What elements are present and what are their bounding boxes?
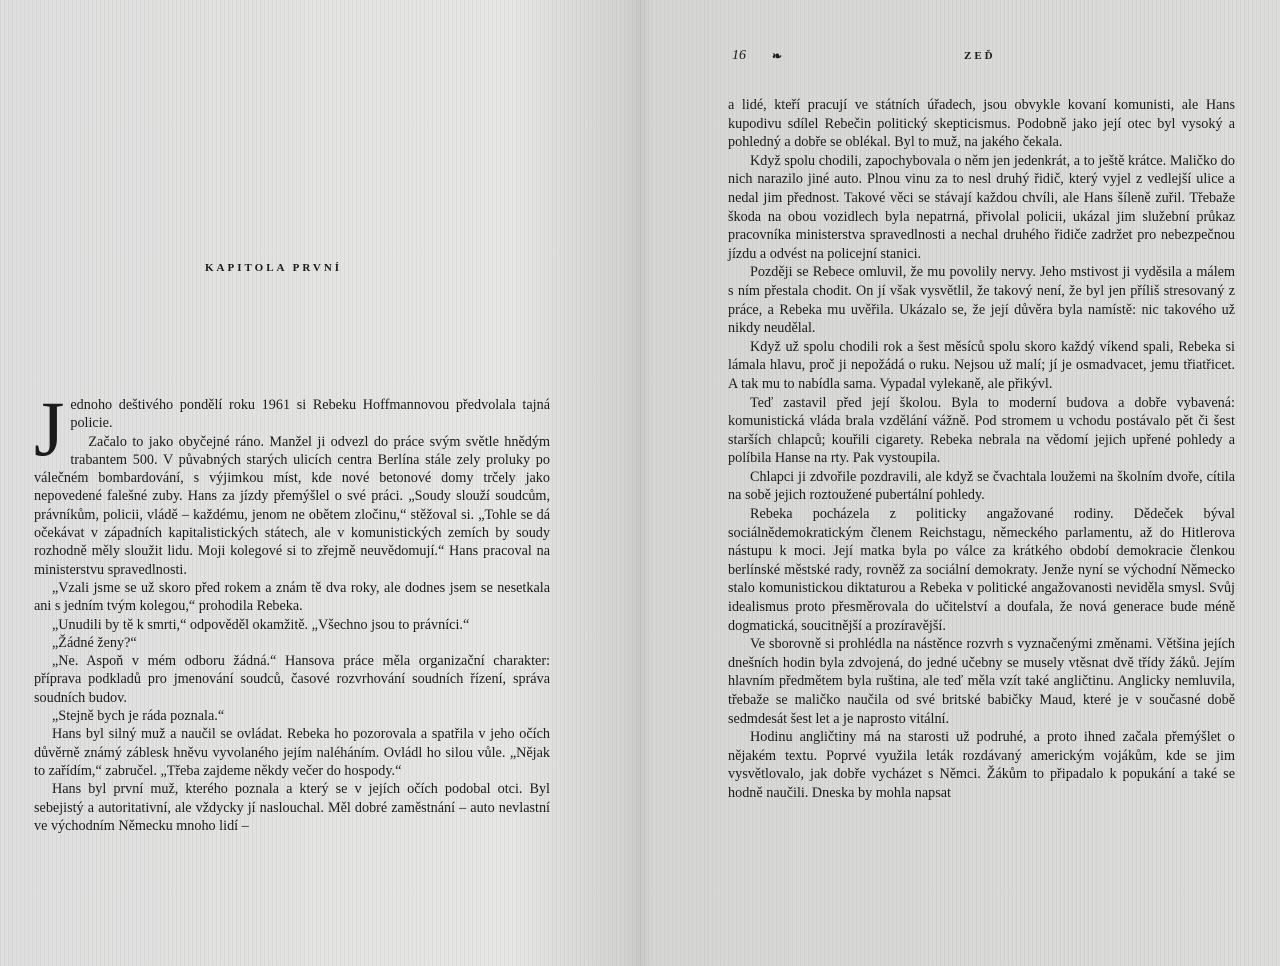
paragraph: „Stejně bych je ráda poznala.“ — [52, 708, 225, 725]
chapter-title: KAPITOLA PRVNÍ — [205, 262, 343, 274]
drop-cap: J — [34, 385, 65, 472]
paragraph: Chlapci ji zdvořile pozdravili, ale když se čvachtala loužemi na školním dvoře, cítila na sobě jejich roztoužené pubertální pohledy. — [728, 468, 1235, 504]
fleuron-icon: ❧ — [772, 49, 783, 63]
page-number: 16 — [732, 48, 746, 63]
paragraph: Hans byl první muž, kterého poznala a který se v jejích očích podobal otci. Byl sebejistý a autoritativní, ale vždycky jí naslouchal. Měl dobré zaměstnání – auto nevlastní ve východním Německu mnoho lidí – — [34, 781, 550, 834]
paragraph: „Vzali jsme se už skoro před rokem a znám tě dva roky, ale dodnes jsem se nesetkala ani s jedním tvým kolegou,“ prohodila Rebeka. — [34, 579, 550, 615]
right-page — [650, 0, 1280, 966]
paragraph: Teď zastavil před její školou. Byla to moderní budova a dobře vybavená: komunistická vláda brala vzdělání vážně. Pod stromem u vchodu postávalo pět či šest starších chlapců; kouřili cigarety. Rebeka nebrala na vědomí jejich upřené pohledy a políbila Hanse na rty. Pak vystoupila. — [728, 394, 1235, 467]
running-title: ZEĎ — [964, 50, 996, 62]
paragraph: Rebeka pocházela z politicky angažované rodiny. Dědeček býval sociálnědemokratickým členem Reichstagu, německého parlamentu, až do Hitlerova nástupu k moci. Její matka byla po válce za krátkého období demokracie členkou berlínské městské rady, rovněž za sociální demokraty. Jenže nyní se východní Německo stalo komunistickou diktaturou a Rebeka v politické angažovanosti neviděla smysl. Svůj idealismus proto přesměrovala do učitelství a doufala, že nová generace bude méně dogmatická, soucitnější a prozíravější. — [728, 506, 1235, 634]
paragraph: Hodinu angličtiny má na starosti už podruhé, a proto ihned začala přemýšlet o nějakém textu. Poprvé využila leták rozdávaný americkým vojákům, kde se jim vysvětlovalo, jak dobře vycházet s Němci. Žákům to připadalo k popukání a také se hodně naučili. Dneska by mohla napsat — [728, 729, 1235, 801]
right-body-text — [728, 96, 1235, 803]
paragraph — [34, 385, 550, 472]
left-body-text — [34, 385, 550, 835]
paragraph: Později se Rebece omluvil, že mu povolily nervy. Jeho mstivost ji vyděsila a málem s ním přestala chodit. On jí však vysvětlil, že takový není, že byl jen příliš stresovaný z práce, a Rebeka mu uvěřila. Ukázalo se, že její důvěra byla namístě: nic takového už nikdy neudělal. — [728, 264, 1235, 337]
paragraph: Když už spolu chodili rok a šest měsíců spolu skoro každý víkend spali, Rebeka si lámala hlavu, proč ji nepožádá o ruku. Nejsou už malí; jí je osmadvacet, jemu třiatřicet. A tak mu to nabídla sama. Vypadal vylekaně, ale přikývl. — [728, 338, 1235, 392]
paragraph: „Žádné ženy?“ — [52, 634, 137, 651]
paragraph: Ve sborovně si prohlédla na nástěnce rozvrh s vyznačenými změnami. Většina jejích dnešních hodin byla zdvojená, do jedné učebny se musely vtěsnat dvě třídy žáků. Jejím hlavním předmětem byla ruština, ale teď měla vzít také angličtinu. Anglicky nemluvila, třebaže se maličko naučila od své britské babičky Maud, které je v současné době sedmdesát šest let a je naprosto vitální. — [728, 636, 1235, 727]
paragraph: Když spolu chodili, zapochybovala o něm jen jedenkrát, a to ještě krátce. Maličko do nich narazilo jiné auto. Plnou vinu za to nesl druhý řidič, který vyjel z vedlejší ulice a nedal jim přednost. Takové věci se stávají každou chvíli, ale Hans šíleně zuřil. Třebaže škoda na obou vozidlech byla nepatrná, přivolal policii, ukázal jim služební průkaz pracovníka ministerstva spravedlnosti a nechal druhého řidiče zadržet pro nebezpečnou jízdu a odvést na policejní stanici. — [728, 152, 1235, 262]
paragraph-text: ednoho deštivého pondělí roku 1961 si Rebeku Hoffmannovou předvolala tajná policie. — [70, 397, 550, 432]
paragraph: „Ne. Aspoň v mém odboru žádná.“ Hansova práce měla organizační charakter: příprava podkladů pro jmenování soudců, časové rozvrhování soudních řízení, správa soudních budov. — [34, 653, 550, 706]
running-head — [732, 48, 1232, 68]
paragraph: Začalo to jako obyčejné ráno. Manžel ji odvezl do práce svým světle hnědým trabantem 500. V půvabných starých ulicích centra Berlína stále zely proluky po válečném bombardování, s výjimkou míst, kde nové betonové domy trčely jako nepovedené falešné zuby. Hans za jízdy přemýšlel o své práci. „Soudy slouží soudcům, právníkům, policii, vládě – každému, jenom ne obětem zločinu,“ stěžoval si. „Tohle se dá očekávat v západních kapitalistických státech, ale v komunistických zemích by soudy rozhodně měly sloužit lidu. Moji kolegové si to zřejmě neuvědomují.“ Hans pracoval na ministerstvu spravedlnosti. — [34, 433, 550, 578]
paragraph: „Unudili by tě k smrti,“ odpověděl okamžitě. „Všechno jsou to právníci.“ — [52, 616, 470, 633]
paragraph: Hans byl silný muž a naučil se ovládat. Rebeka ho pozorovala a spatřila v jeho očích důvěrně známý záblesk hněvu vyvolaného jejím naléháním. Ovládl ho silou vůle. „Nějak to zařídím,“ zabručel. „Třeba zajdeme někdy večer do hospody.“ — [34, 726, 550, 779]
paragraph: a lidé, kteří pracují ve státních úřadech, jsou obvykle kovaní komunisti, ale Hans kupodivu sdílel Rebečin politický skepticismus. Podobně jako její otec byl vysoký a pohledný a dobře se oblékal. Byl to muž, na jakého čekala. — [728, 97, 1235, 151]
left-page — [0, 0, 630, 966]
